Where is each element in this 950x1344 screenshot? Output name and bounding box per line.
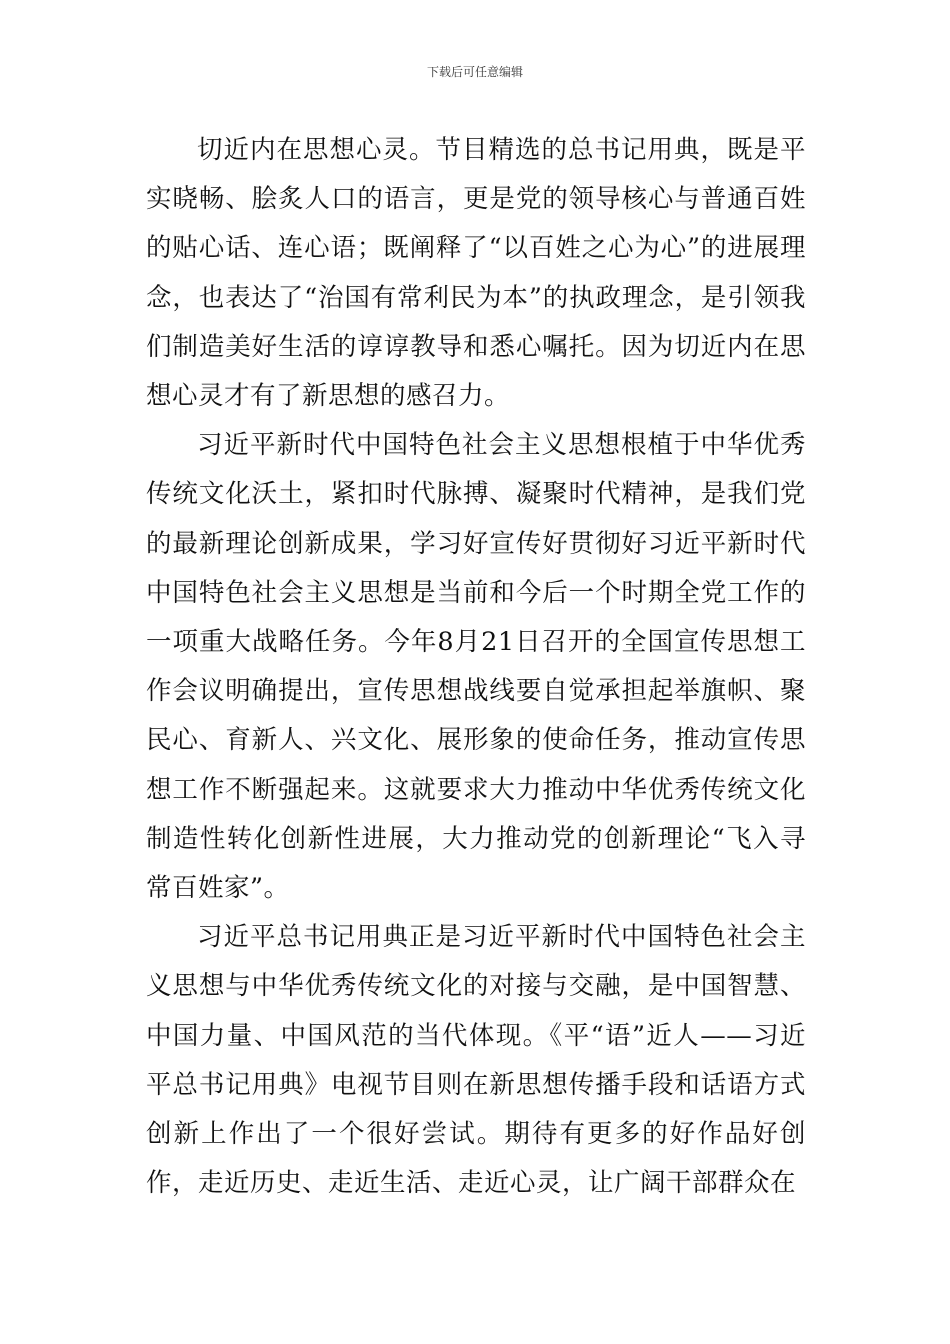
page-header: 下载后可任意编辑 xyxy=(426,65,523,79)
paragraph-1: 切近内在思想心灵。节目精选的总书记用典，既是平实晓畅、脍炙人口的语言，更是党的领导核心与普通百姓的贴心话、连心语；既阐释了“以百姓之心为心”的进展理念，也表达了“治国有常利民为本”的执政理念，是引领我们制造美好生活的谆谆教导和悉心嘱托。因为切近内在思想心灵才有了新思想的感召力。 xyxy=(146,135,806,412)
paragraph-2: 习近平新时代中国特色社会主义思想根植于中华优秀传统文化沃土，紧扣时代脉搏、凝聚时代精神，是我们党的最新理论创新成果，学习好宣传好贯彻好习近平新时代中国特色社会主义思想是当前和今后一个时期全党工作的一项重大战略任务。今年8月21日召开的全国宣传思想工作会议明确提出，宣传思想战线要自觉承担起举旗帜、聚民心、育新人、兴文化、展形象的使命任务，推动宣传思想工作不断强起来。这就要求大力推动中华优秀传统文化制造性转化创新性进展，大力推动党的创新理论“飞入寻常百姓家”。 xyxy=(146,430,806,904)
document-body xyxy=(146,126,806,1208)
paragraph-3: 习近平总书记用典正是习近平新时代中国特色社会主义思想与中华优秀传统文化的对接与交融，是中国智慧、中国力量、中国风范的当代体现。《平“语”近人——习近平总书记用典》电视节目则在新思想传播手段和话语方式创新上作出了一个很好尝试。期待有更多的好作品好创作，走近历史、走近生活、走近心灵，让广阔干部群众在 xyxy=(146,922,806,1199)
